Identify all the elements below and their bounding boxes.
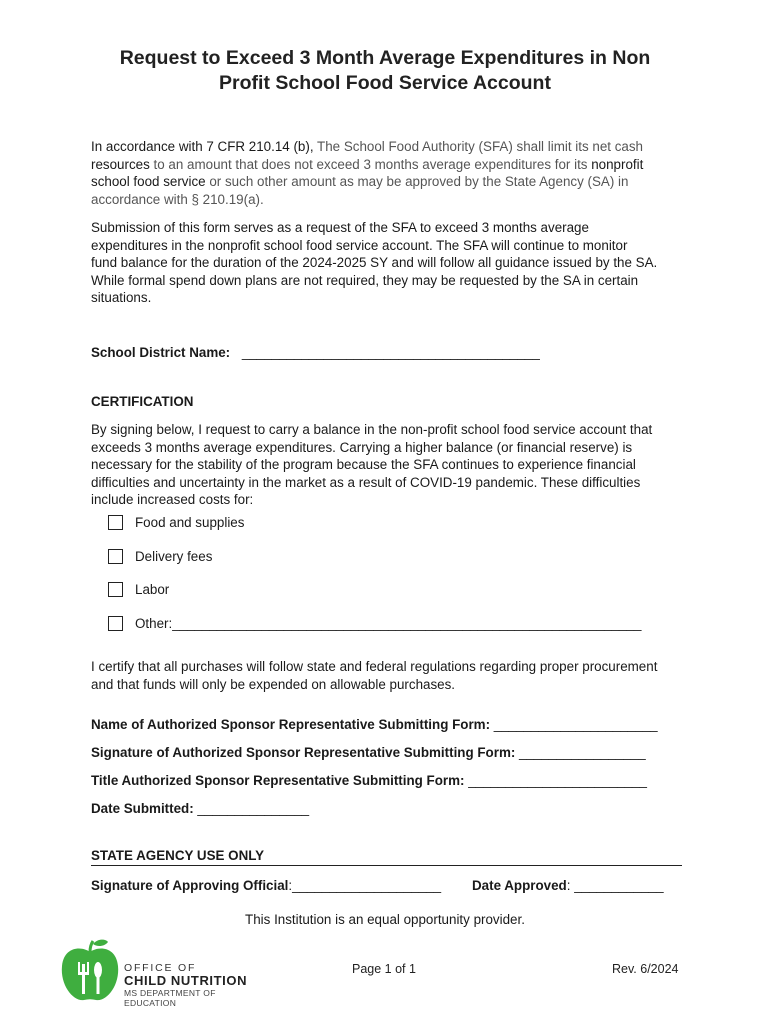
revision-date: Rev. 6/2024: [612, 962, 679, 976]
certification-paragraph: By signing below, I request to carry a balance in the non-profit school food service account that exceeds 3 months average expenditures. Carrying a higher balance (or financial reserve) is necessary for the stability of the program because the SFA continues to experience financial difficulties and uncertainty in the market as a result of COVID-19 pandemic. These difficulties include increased costs for:: [91, 422, 653, 507]
date-approved-blank[interactable]: : ____________: [566, 878, 664, 893]
checkbox-other[interactable]: Other:_______________________________________________________________: [108, 613, 641, 633]
sponsor-name-blank[interactable]: ______________________: [490, 717, 658, 732]
checkbox-box[interactable]: [108, 515, 123, 530]
state-agency-divider: [91, 865, 682, 866]
office-of-child-nutrition-logo: OFFICE OF CHILD NUTRITION MS DEPARTMENT OF EDUCATION: [60, 938, 270, 1002]
submission-paragraph: Submission of this form serves as a request of the SFA to exceed 3 months average expenditures in the nonprofit school food service account. The SFA will continue to monitor fund balance for the duration of the 2024-2025 SY and will follow all guidance issued by the SA. While formal spend down plans are not required, they may be requested by the SA in certain situations.: [91, 220, 658, 305]
sponsor-signature-field[interactable]: Signature of Authorized Sponsor Representative Submitting Form: _________________: [91, 745, 646, 760]
checkbox-labor[interactable]: Labor: [108, 579, 169, 599]
certification-heading: CERTIFICATION: [91, 394, 194, 409]
sponsor-title-field[interactable]: Title Authorized Sponsor Representative Submitting Form: ________________________: [91, 773, 647, 788]
checkbox-food-supplies[interactable]: Food and supplies: [108, 512, 244, 532]
approving-official-field[interactable]: Signature of Approving Official:____________________: [91, 878, 442, 893]
checkbox-box[interactable]: [108, 582, 123, 597]
school-district-blank[interactable]: ________________________________________: [241, 345, 540, 360]
school-district-field[interactable]: School District Name: ________________________________________: [91, 345, 540, 360]
intro-paragraph: In accordance with 7 CFR 210.14 (b), The School Food Authority (SFA) shall limit its net cash resources to an amount that does not exceed 3 months average expenditures for its nonprofit school food service or such other amount as may be approved by the State Agency (SA) in accordance with § 210.19(a).: [91, 139, 644, 207]
approving-official-blank[interactable]: :____________________: [288, 878, 442, 893]
sponsor-name-field[interactable]: Name of Authorized Sponsor Representative Submitting Form: ______________________: [91, 717, 658, 732]
date-submitted-blank[interactable]: _______________: [193, 801, 310, 816]
page-number: Page 1 of 1: [352, 962, 416, 976]
date-submitted-field[interactable]: Date Submitted: _______________: [91, 801, 310, 816]
checkbox-box[interactable]: [108, 616, 123, 631]
sponsor-signature-blank[interactable]: _________________: [515, 745, 646, 760]
checkbox-delivery-fees[interactable]: Delivery fees: [108, 546, 212, 566]
date-approved-field[interactable]: Date Approved: ____________: [472, 878, 664, 893]
sponsor-title-blank[interactable]: ________________________: [464, 773, 647, 788]
checkbox-box[interactable]: [108, 549, 123, 564]
equal-opportunity-statement: This Institution is an equal opportunity provider.: [245, 912, 525, 927]
document-title: Request to Exceed 3 Month Average Expenditures in Non Profit School Food Service Account: [119, 47, 651, 94]
state-agency-heading: STATE AGENCY USE ONLY: [91, 848, 265, 863]
certify-paragraph: I certify that all purchases will follow state and federal regulations regarding proper procurement and that funds will only be expended on allowable purchases.: [91, 659, 658, 692]
apple-icon: [60, 938, 120, 1002]
